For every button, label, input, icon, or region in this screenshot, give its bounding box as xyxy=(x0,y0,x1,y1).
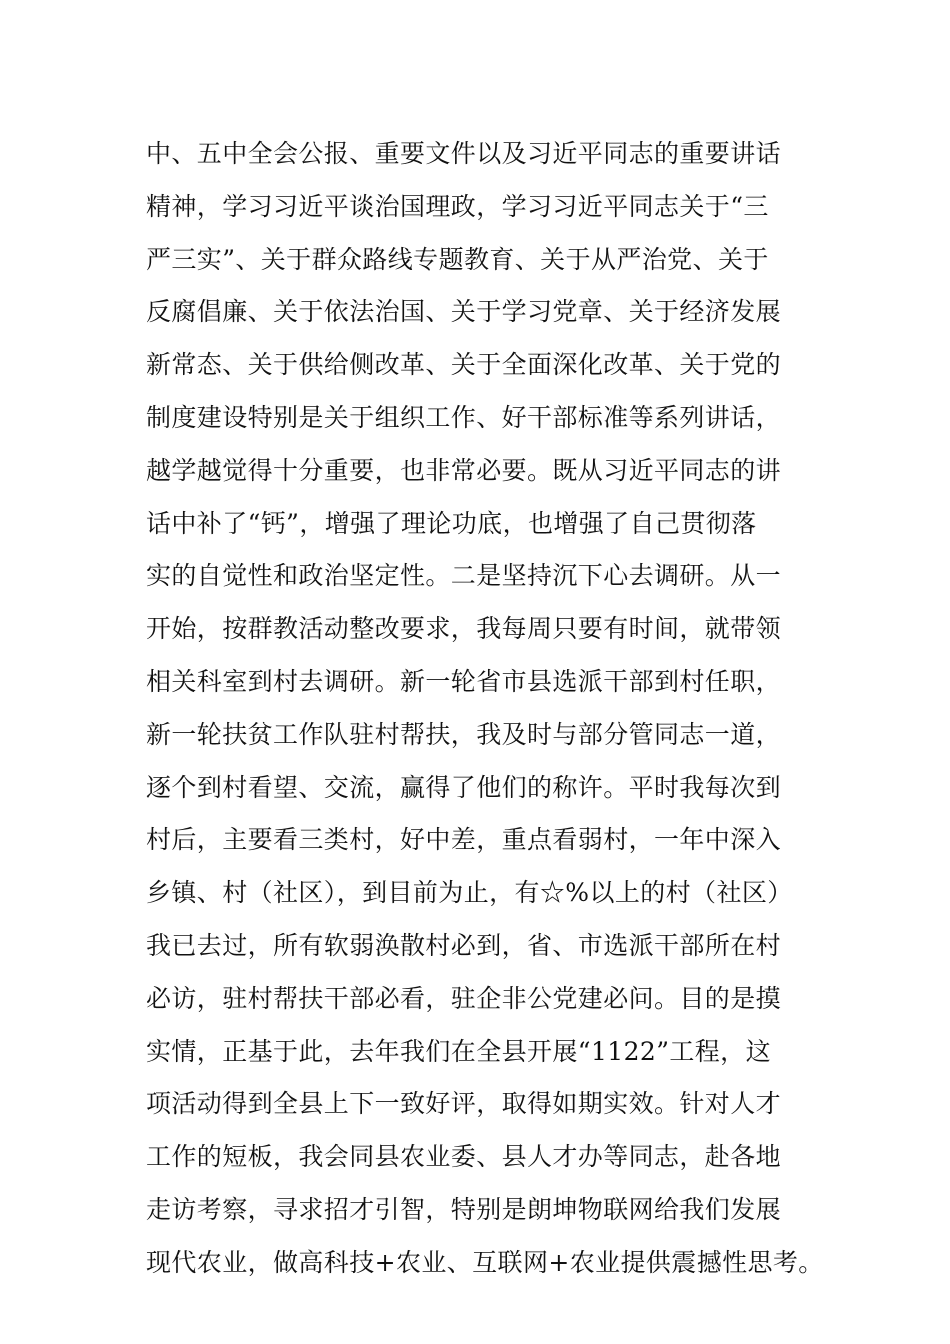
body-paragraph xyxy=(146,128,846,1290)
text-line: 相关科室到村去调研。新一轮省市县选派干部到村任职， xyxy=(146,666,782,696)
text-line: 开始，按群教活动整改要求，我每周只要有时间，就带领 xyxy=(146,614,782,644)
text-line: 新一轮扶贫工作队驻村帮扶，我及时与部分管同志一道， xyxy=(146,719,782,749)
text-line: 严三实”、关于群众路线专题教育、关于从严治党、关于 xyxy=(146,244,769,274)
text-line: 乡镇、村（社区），到目前为止，有☆%以上的村（社区） xyxy=(146,878,793,908)
text-line: 制度建设特别是关于组织工作、好干部标准等系列讲话， xyxy=(146,402,782,432)
text-line: 实的自觉性和政治坚定性。二是坚持沉下心去调研。从一 xyxy=(146,561,782,591)
text-line: 中、五中全会公报、重要文件以及习近平同志的重要讲话 xyxy=(146,139,782,168)
text-line: 越学越觉得十分重要，也非常必要。既从习近平同志的讲 xyxy=(146,455,782,485)
text-line: 精神，学习习近平谈治国理政，学习习近平同志关于“三 xyxy=(146,191,769,221)
text-line: 必访，驻村帮扶干部必看，驻企非公党建必问。目的是摸 xyxy=(146,983,782,1013)
text-line: 逐个到村看望、交流，赢得了他们的称许。平时我每次到 xyxy=(146,772,782,802)
text-line: 话中补了“钙”，增强了理论功底，也增强了自己贯彻落 xyxy=(146,508,757,538)
text-line: 现代农业，做高科技+农业、互联网+农业提供震撼性思考。 xyxy=(146,1247,824,1277)
text-line: 工作的短板，我会同县农业委、县人才办等同志，赴各地 xyxy=(146,1142,782,1172)
text-line: 村后，主要看三类村，好中差，重点看弱村，一年中深入 xyxy=(146,825,782,855)
text-line: 实情，正基于此，去年我们在全县开展“1122”工程，这 xyxy=(146,1036,771,1066)
text-line: 新常态、关于供给侧改革、关于全面深化改革、关于党的 xyxy=(146,350,782,380)
text-line: 项活动得到全县上下一致好评，取得如期实效。针对人才 xyxy=(146,1089,782,1119)
text-line: 走访考察，寻求招才引智，特别是朗坤物联网给我们发展 xyxy=(146,1194,782,1224)
text-line: 我已去过，所有软弱涣散村必到，省、市选派干部所在村 xyxy=(146,930,782,960)
text-line: 反腐倡廉、关于依法治国、关于学习党章、关于经济发展 xyxy=(146,297,782,327)
